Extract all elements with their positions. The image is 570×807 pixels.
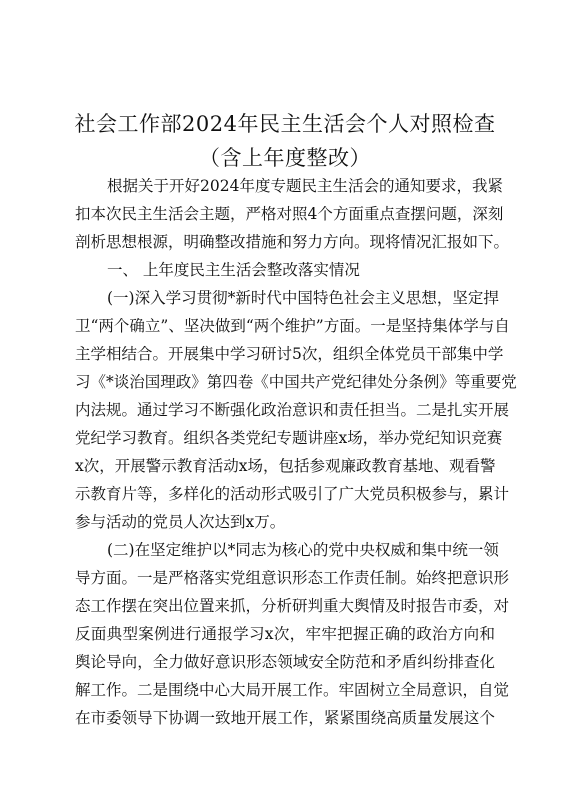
paragraph-line: (二)在坚定维护以*同志为核心的党中央权威和集中统一领 xyxy=(107,541,499,559)
paragraph-line: 习《*谈治国理政》第四卷《中国共产党纪律处分条例》等重要党 xyxy=(75,373,517,391)
paragraph-line: 扣本次民主生活会主题，严格对照4个方面重点查摆问题，深刻 xyxy=(75,205,504,223)
paragraph-line: 舆论导向，全力做好意识形态领域安全防范和矛盾纠纷排查化 xyxy=(75,653,495,671)
paragraph-line: 根据关于开好2024年度专题民主生活会的通知要求，我紧 xyxy=(107,177,503,195)
paragraph-line: (一)深入学习贯彻*新时代中国特色社会主义思想，坚定捍 xyxy=(107,289,499,307)
paragraph-line: 主学相结合。开展集中学习研讨5次，组织全体党员干部集中学 xyxy=(75,345,504,363)
paragraph-line: 示教育片等，多样化的活动形式吸引了广大党员积极参与，累计 xyxy=(75,485,510,503)
document-title: 社会工作部2024年民主生活会个人对照检查 xyxy=(74,112,496,136)
paragraph-line: 导方面。一是严格落实党组意识形态工作责任制。始终把意识形 xyxy=(75,569,510,587)
document-subtitle: （含上年度整改） xyxy=(199,146,371,170)
paragraph-line: x次，开展警示教育活动x场，包括参观廉政教育基地、观看警 xyxy=(75,457,496,475)
paragraph-line: 在市委领导下协调一致地开展工作，紧紧围绕高质量发展这个 xyxy=(75,709,495,727)
section-heading: 一、 上年度民主生活会整改落实情况 xyxy=(107,261,360,279)
paragraph-line: 内法规。通过学习不断强化政治意识和责任担当。二是扎实开展 xyxy=(75,401,510,419)
paragraph-line: 反面典型案例进行通报学习x次，牢牢把握正确的政治方向和 xyxy=(75,625,495,643)
paragraph-line: 党纪学习教育。组织各类党纪专题讲座x场，举办党纪知识竞赛 xyxy=(75,429,503,447)
paragraph-line: 解工作。二是围绕中心大局开展工作。牢固树立全局意识，自觉 xyxy=(75,681,510,699)
paragraph-line: 剖析思想根源，明确整改措施和努力方向。现将情况汇报如下。 xyxy=(75,233,510,251)
paragraph-line: 态工作摆在突出位置来抓，分析研判重大舆情及时报告市委，对 xyxy=(75,597,510,615)
paragraph-line: 参与活动的党员人次达到x万。 xyxy=(75,513,286,531)
paragraph-line: 卫“两个确立”、坚决做到“两个维护”方面。一是坚持集体学与自 xyxy=(75,317,510,335)
